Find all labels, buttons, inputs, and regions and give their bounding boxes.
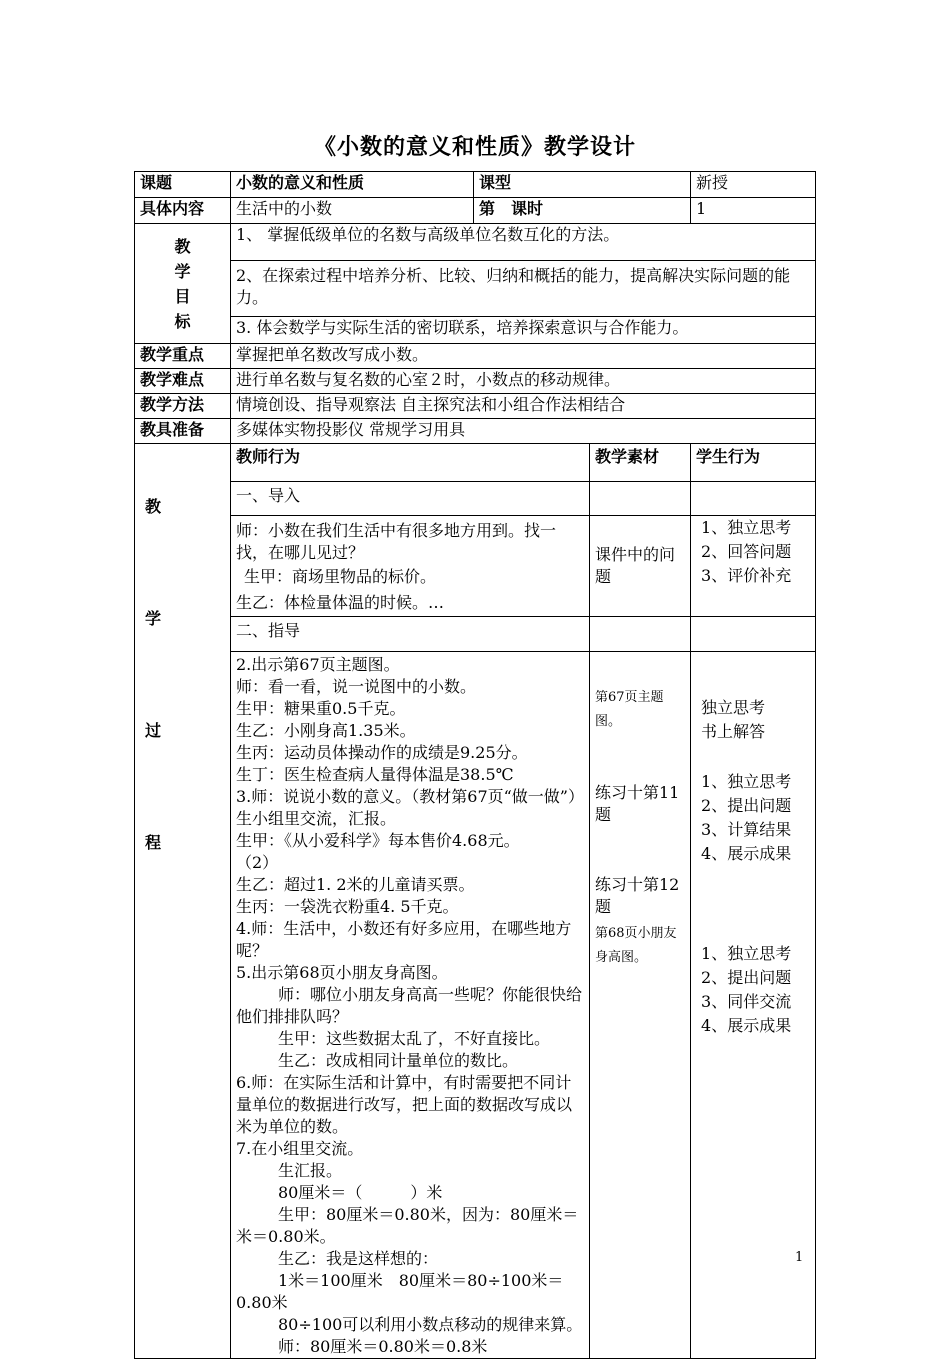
type-value: 新授	[691, 172, 816, 198]
goals-label-char: 学	[174, 261, 191, 281]
student-item: 1、独立思考	[701, 518, 792, 537]
student-item: 2、提出问题	[701, 968, 792, 987]
teacher-line: 3.师：说说小数的意义。（教材第67页“做一做”）	[236, 787, 584, 806]
section-guide-teacher	[231, 652, 590, 1359]
content-row	[135, 198, 816, 224]
student-item: 4、展示成果	[701, 844, 792, 863]
section-intro-student	[691, 516, 816, 617]
topic-value: 小数的意义和性质	[231, 172, 474, 198]
period-label: 第 课时	[474, 198, 691, 224]
process-label-char: 学	[145, 609, 162, 628]
process-label	[135, 444, 231, 1359]
teacher-line: 生甲：《从小爱科学》每本售价4.68元。	[236, 831, 520, 850]
student-item: 3、评价补充	[701, 566, 792, 585]
teacher-line: 生甲：糖果重0.5千克。	[236, 699, 406, 718]
teacher-line: 80÷100可以利用小数点移动的规律来算。	[278, 1315, 583, 1334]
student-item: 1、独立思考	[701, 944, 792, 963]
teacher-line: 80厘米＝（ ）米	[278, 1183, 443, 1202]
goals-label-char: 教	[174, 236, 191, 256]
key-point-label: 教学重点	[135, 344, 231, 369]
tools-value: 多媒体实物投影仪 常规学习用具	[231, 419, 816, 444]
teacher-line: 师：小数在我们生活中有很多地方用到。找一找，在哪儿见过？	[236, 521, 557, 562]
teacher-line: 生乙：小刚身高1.35米。	[236, 721, 416, 740]
material-item: 练习十第12题	[595, 875, 680, 916]
section-guide-material	[590, 652, 691, 1359]
goal-item-2: 2、在探索过程中培养分析、比较、归纳和概括的能力，提高解决实际问题的能力。	[231, 261, 816, 317]
period-value: 1	[691, 198, 816, 224]
method-value: 情境创设、指导观察法 自主探究法和小组合作法相结合	[231, 394, 816, 419]
student-item: 3、计算结果	[701, 820, 792, 839]
topic-label: 课题	[135, 172, 231, 198]
material-item: 练习十第11题	[595, 783, 680, 824]
teacher-line: 5.出示第68页小朋友身高图。	[236, 963, 448, 982]
process-label-char: 程	[145, 833, 162, 852]
student-item: 4、展示成果	[701, 1016, 792, 1035]
section-guide-heading: 二、指导	[231, 617, 590, 652]
teacher-column-header: 教师行为	[231, 444, 590, 482]
key-point-value: 掌握把单名数改写成小数。	[231, 344, 816, 369]
teacher-line: 生丙：一袋洗衣粉重4. 5千克。	[236, 897, 459, 916]
student-item: 2、回答问题	[701, 542, 792, 561]
content-label: 具体内容	[135, 198, 231, 224]
section-intro-material: 课件中的问题	[590, 516, 691, 617]
student-item: 书上解答	[701, 722, 766, 741]
document-title: 《小数的意义和性质》教学设计	[313, 135, 636, 160]
type-label: 课型	[474, 172, 691, 198]
teacher-line: 6.师：在实际生活和计算中，有时需要把不同计量单位的数据进行改写，把上面的数据改写成以米为单位的数。	[236, 1073, 573, 1136]
student-item: 独立思考	[701, 698, 766, 717]
section-intro-heading: 一、导入	[231, 482, 590, 516]
difficulty-label: 教学难点	[135, 369, 231, 394]
topic-row	[135, 172, 816, 198]
section-intro-student-empty	[691, 482, 816, 516]
goals-label-char: 标	[174, 311, 191, 331]
material-item: 第67页主题图。	[595, 690, 664, 729]
lesson-plan-table	[134, 171, 816, 1359]
teacher-line: 2.出示第67页主题图。	[236, 655, 400, 674]
teacher-line: 生乙：改成相同计量单位的数比。	[278, 1051, 519, 1070]
teacher-line: 生甲：商场里物品的标价。	[244, 567, 437, 586]
teacher-line: 7.在小组里交流。	[236, 1139, 364, 1158]
teacher-line: 师：看一看，说一说图中的小数。	[236, 677, 477, 696]
teacher-line: 生乙：体检量体温的时候。…	[236, 593, 445, 612]
process-label-char: 过	[145, 721, 162, 740]
teacher-line: 生甲：80厘米＝0.80米，因为：80厘米＝米＝0.80米。	[236, 1205, 579, 1246]
teacher-line: 1米＝100厘米 80厘米＝80÷100米＝0.80米	[236, 1271, 564, 1312]
teacher-line: 生小组里交流，汇报。	[236, 809, 397, 828]
difficulty-value: 进行单名数与复名数的心室２时，小数点的移动规律。	[231, 369, 816, 394]
teacher-line: 生乙：超过1. 2米的儿童请买票。	[236, 875, 475, 894]
page-number: 1	[795, 1250, 804, 1265]
goal-item-3: 3. 体会数学与实际生活的密切联系，培养探索意识与合作能力。	[231, 317, 816, 344]
student-column-header: 学生行为	[691, 444, 816, 482]
teacher-line: 生汇报。	[278, 1161, 343, 1180]
goals-label-char: 目	[174, 286, 191, 306]
student-item: 2、提出问题	[701, 796, 792, 815]
content-value: 生活中的小数	[231, 198, 474, 224]
goals-label	[135, 224, 231, 344]
section-intro-teacher	[231, 516, 590, 617]
material-column-header: 教学素材	[590, 444, 691, 482]
teacher-line: 生乙：我是这样想的：	[278, 1249, 439, 1268]
student-item: 3、同伴交流	[701, 992, 792, 1011]
goal-item-1: 1、 掌握低级单位的名数与高级单位名数互化的方法。	[231, 224, 816, 261]
method-label: 教学方法	[135, 394, 231, 419]
teacher-line: 生甲：这些数据太乱了，不好直接比。	[278, 1029, 551, 1048]
tools-label: 教具准备	[135, 419, 231, 444]
material-item: 第68页小朋友身高图。	[595, 926, 677, 965]
teacher-line: 师：哪位小朋友身高高一些呢？你能很快给他们排排队吗？	[236, 985, 583, 1026]
process-label-char: 教	[145, 497, 162, 516]
teacher-line: 生丁：医生检查病人量得体温是38.5℃	[236, 765, 514, 784]
teacher-line: 师：80厘米＝0.80米＝0.8米	[278, 1337, 488, 1356]
student-item: 1、独立思考	[701, 772, 792, 791]
teacher-line: 4.师：生活中，小数还有好多应用，在哪些地方呢？	[236, 919, 572, 960]
section-guide-material-empty	[590, 617, 691, 652]
teacher-line: （2）	[236, 853, 279, 872]
section-intro-material-empty	[590, 482, 691, 516]
teacher-line: 生丙：运动员体操动作的成绩是9.25分。	[236, 743, 528, 762]
section-guide-student-empty	[691, 617, 816, 652]
